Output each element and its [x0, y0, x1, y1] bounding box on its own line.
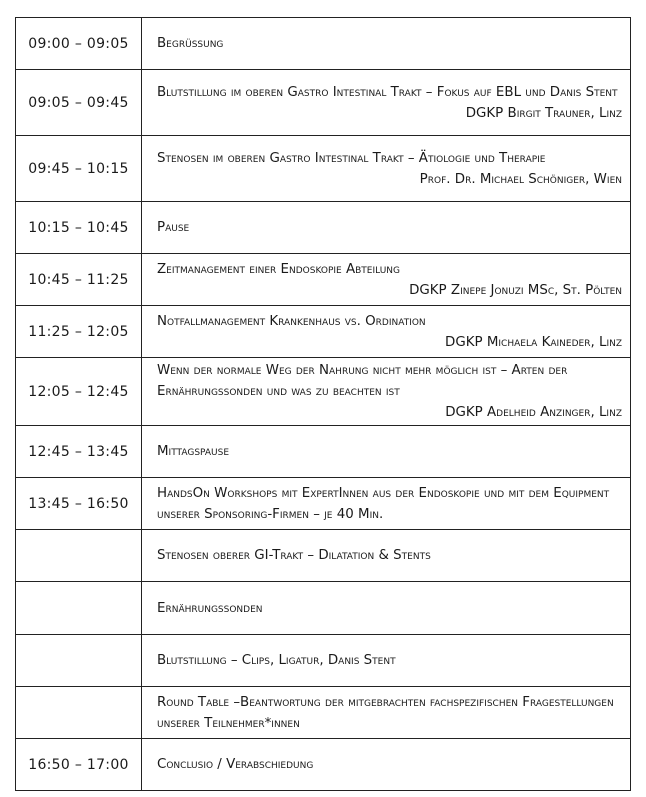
session-cell: [142, 202, 631, 254]
table-row: [16, 739, 631, 791]
session-cell: [142, 739, 631, 791]
table-row: [16, 18, 631, 70]
session-cell: [142, 530, 631, 582]
session-title: Ernährungssonden: [157, 600, 263, 616]
time-cell: 10:15 – 10:45: [16, 202, 142, 254]
time-cell: [16, 635, 142, 687]
table-row: [16, 254, 631, 306]
time-cell: [16, 530, 142, 582]
speaker-name: Prof. Dr. Michael Schöniger, Wien: [419, 171, 622, 187]
session-title: Round Table –Beantwortung der mitgebrachten fachspezifischen Fragestellungen unserer Teilnehmer*innen: [157, 694, 614, 731]
session-title: Blutstillung – Clips, Ligatur, Danis Stent: [157, 653, 396, 668]
session-title: Stenosen oberer GI-Trakt – Dilatation & Stents: [157, 548, 431, 563]
session-title: Mittagspause: [157, 444, 230, 459]
session-cell: [142, 582, 631, 635]
speaker-name: DGKP Adelheid Anzinger, Linz: [445, 405, 622, 420]
session-title: HandsOn Workshops mit ExpertInnen aus der Endoskopie und mit dem Equipment unserer Sponsoring-Firmen – je 40 Min.: [157, 485, 610, 522]
schedule-table: [15, 17, 631, 791]
table-row: [16, 202, 631, 254]
time-cell: 09:00 – 09:05: [16, 18, 142, 70]
session-cell: [142, 426, 631, 478]
time-cell: 09:45 – 10:15: [16, 136, 142, 202]
time-cell: [16, 582, 142, 635]
table-row: [16, 582, 631, 635]
session-cell: [142, 254, 631, 306]
speaker-name: DGKP Zinepe Jonuzi MSc, St. Pölten: [409, 282, 622, 298]
session-title: Conclusio / Verabschiedung: [157, 757, 314, 772]
table-row: [16, 136, 631, 202]
time-cell: 16:50 – 17:00: [16, 739, 142, 791]
session-title: Notfallmanagement Krankenhaus vs. Ordination: [157, 313, 426, 329]
time-cell: [16, 687, 142, 739]
session-title: Stenosen im oberen Gastro Intestinal Trakt – Ätiologie und Therapie: [157, 150, 546, 166]
session-cell: [142, 687, 631, 739]
time-cell: 12:45 – 13:45: [16, 426, 142, 478]
table-row: [16, 635, 631, 687]
table-row: [16, 478, 631, 530]
table-row: [16, 530, 631, 582]
time-cell: 10:45 – 11:25: [16, 254, 142, 306]
time-cell: 11:25 – 12:05: [16, 306, 142, 358]
session-title: Wenn der normale Weg der Nahrung nicht mehr möglich ist – Arten der Ernährungssonden und was zu beachten ist: [157, 363, 568, 399]
session-cell: [142, 70, 631, 136]
table-row: [16, 306, 631, 358]
table-row: [16, 70, 631, 136]
session-cell: [142, 635, 631, 687]
table-row: [16, 687, 631, 739]
time-cell: 13:45 – 16:50: [16, 478, 142, 530]
session-cell: [142, 136, 631, 202]
session-cell: [142, 306, 631, 358]
session-title: Pause: [157, 220, 190, 235]
time-cell: 12:05 – 12:45: [16, 358, 142, 426]
session-title: Begrüßung: [157, 36, 224, 51]
table-row: [16, 358, 631, 426]
session-cell: [142, 18, 631, 70]
session-title: Blutstillung im oberen Gastro Intestinal Trakt – Fokus auf EBL und Danis Stent: [157, 84, 618, 100]
session-cell: [142, 478, 631, 530]
time-cell: 09:05 – 09:45: [16, 70, 142, 136]
speaker-name: DGKP Birgit Trauner, Linz: [465, 105, 622, 121]
session-title: Zeitmanagement einer Endoskopie Abteilung: [157, 261, 401, 277]
table-row: [16, 426, 631, 478]
speaker-name: DGKP Michaela Kaineder, Linz: [445, 334, 622, 350]
session-cell: [142, 358, 631, 426]
